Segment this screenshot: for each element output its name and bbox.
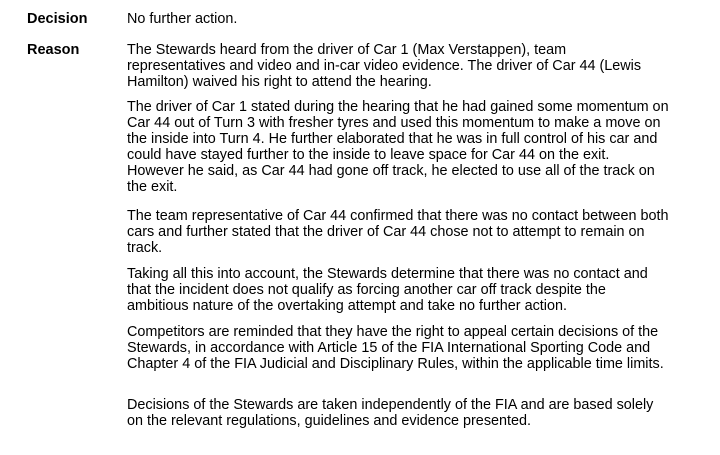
reason-paragraph: Taking all this into account, the Stewards determine that there was no contact and that the incident does not qualify as forcing another car off track despite the ambitious nature of the overtaking attempt and take no further action. (127, 266, 648, 314)
reason-paragraph: Decisions of the Stewards are taken independently of the FIA and are based solely on the relevant regulations, guidelines and evidence presented. (127, 397, 654, 429)
reason-paragraph: The Stewards heard from the driver of Car 1 (Max Verstappen), team representatives and video and in-car video evidence. The driver of Car 44 (Lewis Hamilton) waived his right to attend the hearing. (127, 42, 642, 90)
reason-paragraph: The driver of Car 1 stated during the hearing that he had gained some momentum on Car 44 out of Turn 3 with fresher tyres and used this momentum to make a move on the inside into Turn 4. He further elaborated that he was in full control of his car and could have stayed further to the inside to leave space for Car 44 on the exit. However he said, as Car 44 had gone off track, he elected to use all of the track on the exit. (127, 99, 669, 195)
reason-paragraph: The team representative of Car 44 confirmed that there was no contact between both cars and further stated that the driver of Car 44 chose not to attempt to remain on track. (127, 208, 669, 256)
decision-content (127, 11, 717, 27)
reason-paragraph: Competitors are reminded that they have the right to appeal certain decisions of the Stewards, in accordance with Article 15 of the FIA International Sporting Code and Chapter 4 of the FIA Judicial and Disciplinary Rules, within the applicable time limits. (127, 324, 664, 372)
decision-text: No further action. (127, 11, 238, 27)
decision-label: Decision (27, 11, 88, 27)
reason-label: Reason (27, 42, 80, 58)
